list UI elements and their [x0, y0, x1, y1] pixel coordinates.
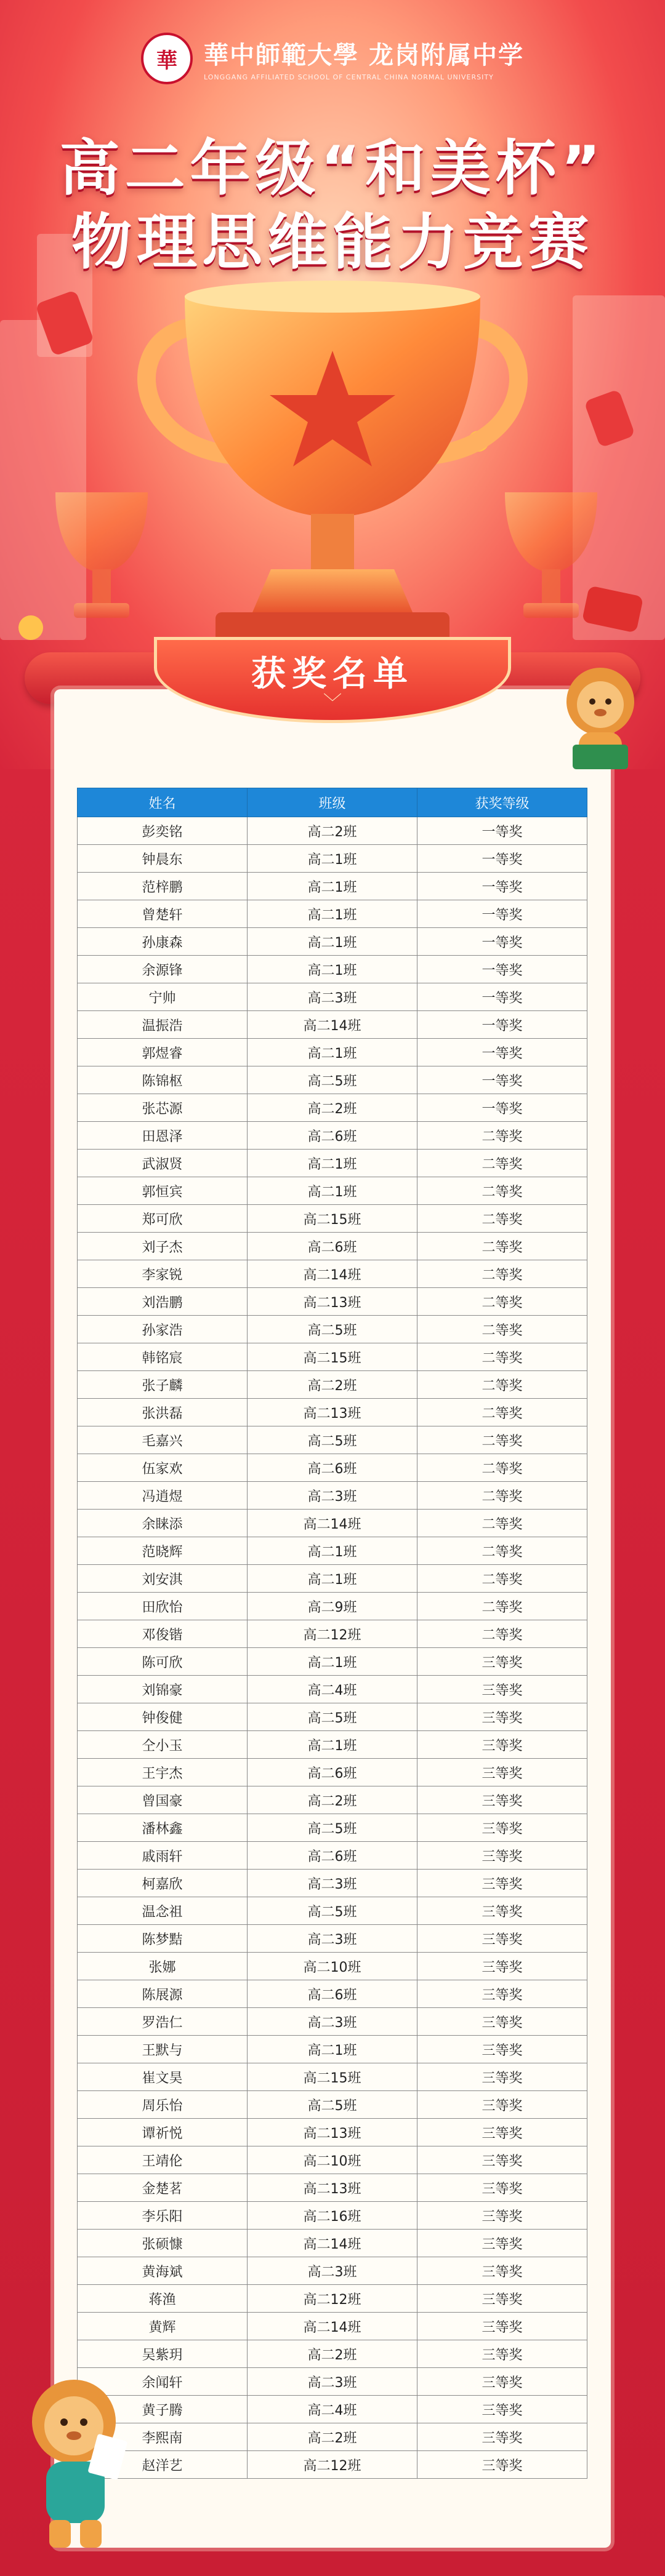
cell-name: 李乐阳	[78, 2202, 248, 2230]
cell-class: 高二3班	[248, 983, 417, 1011]
cell-class: 高二1班	[248, 1537, 417, 1565]
cell-class: 高二3班	[248, 1482, 417, 1510]
cell-name: 张子麟	[78, 1371, 248, 1399]
cell-name: 陈锦枢	[78, 1066, 248, 1094]
table-row	[78, 1205, 587, 1233]
cell-name: 郑可欣	[78, 1205, 248, 1233]
cell-award: 一等奖	[417, 956, 587, 983]
cell-name: 彭奕铭	[78, 817, 248, 845]
table-row	[78, 2091, 587, 2119]
table-row	[78, 2230, 587, 2257]
cell-name: 吴紫玥	[78, 2340, 248, 2368]
lion-mascot-icon	[560, 665, 640, 782]
column-header-name: 姓名	[78, 788, 248, 817]
cell-class: 高二12班	[248, 2451, 417, 2479]
cell-class: 高二6班	[248, 1842, 417, 1870]
cell-class: 高二5班	[248, 1897, 417, 1925]
cell-class: 高二1班	[248, 2036, 417, 2063]
table-row	[78, 2423, 587, 2451]
table-row	[78, 956, 587, 983]
cell-award: 三等奖	[417, 2036, 587, 2063]
cell-class: 高二10班	[248, 2146, 417, 2174]
cell-award: 二等奖	[417, 1343, 587, 1371]
table-row	[78, 1316, 587, 1343]
cell-award: 三等奖	[417, 1759, 587, 1786]
cell-award: 二等奖	[417, 1260, 587, 1288]
cell-class: 高二3班	[248, 1925, 417, 1953]
table-row	[78, 2396, 587, 2423]
table-row	[78, 817, 587, 845]
page-title-line1: 高二年级“和美杯”	[59, 134, 606, 204]
cell-award: 三等奖	[417, 1814, 587, 1842]
table-row	[78, 2146, 587, 2174]
table-row	[78, 1399, 587, 1426]
cell-class: 高二13班	[248, 1288, 417, 1316]
cell-award: 二等奖	[417, 1371, 587, 1399]
table-row	[78, 845, 587, 873]
cell-award: 三等奖	[417, 2451, 587, 2479]
cell-class: 高二12班	[248, 2285, 417, 2313]
cell-award: 二等奖	[417, 1454, 587, 1482]
cell-name: 蒋渔	[78, 2285, 248, 2313]
table-row	[78, 1426, 587, 1454]
cell-name: 孙家浩	[78, 1316, 248, 1343]
cell-name: 谭祈悦	[78, 2119, 248, 2146]
cell-class: 高二5班	[248, 2091, 417, 2119]
cell-class: 高二15班	[248, 2063, 417, 2091]
cell-name: 金楚茗	[78, 2174, 248, 2202]
cell-award: 一等奖	[417, 928, 587, 956]
cell-award: 二等奖	[417, 1205, 587, 1233]
cell-name: 钟俊健	[78, 1703, 248, 1731]
table-row	[78, 1371, 587, 1399]
cell-award: 一等奖	[417, 1066, 587, 1094]
cell-name: 李熙南	[78, 2423, 248, 2451]
cell-name: 罗浩仁	[78, 2008, 248, 2036]
cell-award: 三等奖	[417, 1786, 587, 1814]
cell-class: 高二15班	[248, 1343, 417, 1371]
cell-award: 三等奖	[417, 1980, 587, 2008]
cell-class: 高二1班	[248, 928, 417, 956]
table-row	[78, 1786, 587, 1814]
cell-name: 王靖伦	[78, 2146, 248, 2174]
cell-award: 二等奖	[417, 1620, 587, 1648]
table-row	[78, 2174, 587, 2202]
school-header	[0, 31, 665, 86]
cell-class: 高二4班	[248, 1676, 417, 1703]
lion-mascot-icon	[25, 2375, 129, 2554]
table-row	[78, 1150, 587, 1177]
cell-award: 三等奖	[417, 2313, 587, 2340]
cell-class: 高二5班	[248, 1316, 417, 1343]
cell-class: 高二6班	[248, 1759, 417, 1786]
cell-award: 三等奖	[417, 2230, 587, 2257]
cell-class: 高二6班	[248, 1122, 417, 1150]
cell-award: 三等奖	[417, 1925, 587, 1953]
cell-name: 范梓鹏	[78, 873, 248, 900]
cell-name: 邓俊锴	[78, 1620, 248, 1648]
cell-award: 二等奖	[417, 1399, 587, 1426]
table-row	[78, 2257, 587, 2285]
cell-class: 高二1班	[248, 900, 417, 928]
cell-name: 陈梦黠	[78, 1925, 248, 1953]
cell-name: 温念祖	[78, 1897, 248, 1925]
cell-class: 高二12班	[248, 1620, 417, 1648]
cell-award: 三等奖	[417, 2396, 587, 2423]
cell-award: 三等奖	[417, 2146, 587, 2174]
winners-table	[77, 788, 587, 2479]
cell-name: 仝小玉	[78, 1731, 248, 1759]
chevron-down-icon: ﹀	[323, 692, 342, 714]
cell-name: 黄海斌	[78, 2257, 248, 2285]
table-row	[78, 2063, 587, 2091]
table-row	[78, 2202, 587, 2230]
winners-banner-title: 获奖名单	[251, 654, 414, 694]
cell-award: 三等奖	[417, 1842, 587, 1870]
cell-award: 三等奖	[417, 2368, 587, 2396]
cell-class: 高二6班	[248, 1454, 417, 1482]
cell-class: 高二14班	[248, 1011, 417, 1039]
cell-class: 高二1班	[248, 873, 417, 900]
cell-class: 高二14班	[248, 1260, 417, 1288]
cell-class: 高二1班	[248, 845, 417, 873]
cell-award: 二等奖	[417, 1565, 587, 1593]
cell-award: 一等奖	[417, 1094, 587, 1122]
cell-award: 二等奖	[417, 1233, 587, 1260]
cell-class: 高二5班	[248, 1066, 417, 1094]
school-logo-icon	[141, 33, 193, 84]
table-row	[78, 2036, 587, 2063]
cell-name: 余源锋	[78, 956, 248, 983]
cell-class: 高二16班	[248, 2202, 417, 2230]
cell-award: 二等奖	[417, 1510, 587, 1537]
cell-name: 戚雨轩	[78, 1842, 248, 1870]
cell-name: 周乐怡	[78, 2091, 248, 2119]
cell-name: 柯嘉欣	[78, 1870, 248, 1897]
table-row	[78, 2285, 587, 2313]
cell-award: 二等奖	[417, 1122, 587, 1150]
cell-name: 刘锦豪	[78, 1676, 248, 1703]
cell-award: 三等奖	[417, 1648, 587, 1676]
cell-class: 高二1班	[248, 1177, 417, 1205]
cell-class: 高二3班	[248, 1870, 417, 1897]
cell-award: 二等奖	[417, 1316, 587, 1343]
cell-name: 王默与	[78, 2036, 248, 2063]
table-row	[78, 1814, 587, 1842]
table-header-row	[78, 788, 587, 817]
cell-award: 三等奖	[417, 2119, 587, 2146]
cell-award: 一等奖	[417, 1039, 587, 1066]
table-row	[78, 1122, 587, 1150]
cell-name: 郭煜睿	[78, 1039, 248, 1066]
cell-class: 高二1班	[248, 1150, 417, 1177]
cell-award: 三等奖	[417, 2285, 587, 2313]
cell-name: 温振浩	[78, 1011, 248, 1039]
cell-award: 三等奖	[417, 1897, 587, 1925]
table-body	[78, 817, 587, 2479]
cell-name: 余闻轩	[78, 2368, 248, 2396]
table-row	[78, 1565, 587, 1593]
table-row	[78, 1925, 587, 1953]
cell-name: 张娜	[78, 1953, 248, 1980]
table-row	[78, 1731, 587, 1759]
school-english-name: LONGGANG AFFILIATED SCHOOL OF CENTRAL CHINA NORMAL UNIVERSITY	[204, 73, 494, 81]
cell-award: 二等奖	[417, 1426, 587, 1454]
table-row	[78, 2451, 587, 2479]
table-row	[78, 1870, 587, 1897]
cell-class: 高二5班	[248, 1703, 417, 1731]
table-row	[78, 1260, 587, 1288]
cell-class: 高二14班	[248, 1510, 417, 1537]
winners-table-container	[77, 788, 587, 2479]
cell-class: 高二6班	[248, 1233, 417, 1260]
cell-class: 高二2班	[248, 2423, 417, 2451]
cell-class: 高二15班	[248, 1205, 417, 1233]
cell-class: 高二13班	[248, 2174, 417, 2202]
cell-class: 高二5班	[248, 1426, 417, 1454]
table-row	[78, 1288, 587, 1316]
cell-class: 高二3班	[248, 2257, 417, 2285]
cell-name: 范晓辉	[78, 1537, 248, 1565]
cell-award: 三等奖	[417, 2091, 587, 2119]
cell-award: 二等奖	[417, 1482, 587, 1510]
table-row	[78, 928, 587, 956]
table-row	[78, 2368, 587, 2396]
table-row	[78, 1953, 587, 1980]
cell-name: 田欣怡	[78, 1593, 248, 1620]
table-row	[78, 1842, 587, 1870]
cell-award: 三等奖	[417, 2202, 587, 2230]
cell-name: 毛嘉兴	[78, 1426, 248, 1454]
cell-name: 张芯源	[78, 1094, 248, 1122]
cell-name: 潘林鑫	[78, 1814, 248, 1842]
cell-class: 高二5班	[248, 1814, 417, 1842]
table-row	[78, 1177, 587, 1205]
cell-award: 一等奖	[417, 1011, 587, 1039]
cell-class: 高二2班	[248, 817, 417, 845]
cell-award: 二等奖	[417, 1177, 587, 1205]
cell-name: 孙康森	[78, 928, 248, 956]
cell-name: 曾楚轩	[78, 900, 248, 928]
cell-name: 黄辉	[78, 2313, 248, 2340]
cell-class: 高二3班	[248, 2368, 417, 2396]
cell-award: 三等奖	[417, 2063, 587, 2091]
cell-name: 韩铭宸	[78, 1343, 248, 1371]
cell-class: 高二10班	[248, 1953, 417, 1980]
table-row	[78, 2119, 587, 2146]
table-row	[78, 2340, 587, 2368]
table-row	[78, 1343, 587, 1371]
cell-name: 冯逍煜	[78, 1482, 248, 1510]
cell-name: 赵洋艺	[78, 2451, 248, 2479]
cell-class: 高二1班	[248, 1039, 417, 1066]
cell-class: 高二4班	[248, 2396, 417, 2423]
table-row	[78, 1897, 587, 1925]
cell-award: 一等奖	[417, 873, 587, 900]
table-row	[78, 1066, 587, 1094]
cell-class: 高二1班	[248, 1565, 417, 1593]
cell-class: 高二6班	[248, 1980, 417, 2008]
cell-award: 三等奖	[417, 2008, 587, 2036]
cell-class: 高二1班	[248, 1648, 417, 1676]
table-row	[78, 2008, 587, 2036]
cell-class: 高二2班	[248, 1786, 417, 1814]
cell-name: 王宇杰	[78, 1759, 248, 1786]
cell-name: 宁帅	[78, 983, 248, 1011]
cell-class: 高二13班	[248, 2119, 417, 2146]
small-trophy-left-icon	[55, 492, 148, 618]
cell-award: 三等奖	[417, 1703, 587, 1731]
cell-award: 一等奖	[417, 845, 587, 873]
table-row	[78, 1620, 587, 1648]
table-row	[78, 1593, 587, 1620]
cell-award: 一等奖	[417, 900, 587, 928]
school-name-block	[204, 36, 524, 81]
table-row	[78, 1011, 587, 1039]
table-row	[78, 1454, 587, 1482]
cell-name: 刘安淇	[78, 1565, 248, 1593]
table-row	[78, 1676, 587, 1703]
column-header-class: 班级	[248, 788, 417, 817]
table-row	[78, 983, 587, 1011]
cell-name: 张硕慷	[78, 2230, 248, 2257]
school-name: 華中師範大學 龙岗附属中学	[204, 41, 524, 70]
cell-class: 高二2班	[248, 1371, 417, 1399]
cell-award: 一等奖	[417, 817, 587, 845]
cell-class: 高二1班	[248, 956, 417, 983]
page-title-line2: 物理思维能力竞赛	[71, 207, 594, 278]
cell-award: 二等奖	[417, 1288, 587, 1316]
cell-award: 三等奖	[417, 1870, 587, 1897]
small-trophy-right-icon	[505, 492, 597, 618]
cell-name: 张洪磊	[78, 1399, 248, 1426]
cell-class: 高二14班	[248, 2313, 417, 2340]
cell-name: 曾国豪	[78, 1786, 248, 1814]
cell-award: 三等奖	[417, 1731, 587, 1759]
cell-class: 高二2班	[248, 2340, 417, 2368]
cell-class: 高二13班	[248, 1399, 417, 1426]
cell-name: 钟晨东	[78, 845, 248, 873]
table-row	[78, 1648, 587, 1676]
cell-name: 田恩泽	[78, 1122, 248, 1150]
cell-name: 伍家欢	[78, 1454, 248, 1482]
cell-award: 二等奖	[417, 1537, 587, 1565]
cell-award: 三等奖	[417, 2174, 587, 2202]
table-row	[78, 873, 587, 900]
table-row	[78, 1980, 587, 2008]
cell-award: 三等奖	[417, 2257, 587, 2285]
table-row	[78, 2313, 587, 2340]
cell-name: 李家锐	[78, 1260, 248, 1288]
cell-class: 高二1班	[248, 1731, 417, 1759]
cell-name: 刘浩鹏	[78, 1288, 248, 1316]
table-row	[78, 1537, 587, 1565]
cell-class: 高二3班	[248, 2008, 417, 2036]
cell-name: 黄子腾	[78, 2396, 248, 2423]
table-row	[78, 1039, 587, 1066]
cell-class: 高二14班	[248, 2230, 417, 2257]
cell-name: 陈可欣	[78, 1648, 248, 1676]
cell-award: 三等奖	[417, 2340, 587, 2368]
cell-class: 高二9班	[248, 1593, 417, 1620]
table-row	[78, 1703, 587, 1731]
table-row	[78, 1482, 587, 1510]
cell-name: 郭恒宾	[78, 1177, 248, 1205]
cell-award: 三等奖	[417, 1676, 587, 1703]
cell-award: 三等奖	[417, 2423, 587, 2451]
table-row	[78, 1759, 587, 1786]
cell-name: 武淑贤	[78, 1150, 248, 1177]
table-row	[78, 1233, 587, 1260]
cell-name: 余睐添	[78, 1510, 248, 1537]
cell-award: 二等奖	[417, 1150, 587, 1177]
cell-class: 高二2班	[248, 1094, 417, 1122]
logo-text: 華	[156, 48, 178, 73]
cell-name: 崔文昊	[78, 2063, 248, 2091]
cell-award: 二等奖	[417, 1593, 587, 1620]
cell-name: 刘子杰	[78, 1233, 248, 1260]
cell-award: 三等奖	[417, 1953, 587, 1980]
table-row	[78, 1510, 587, 1537]
table-row	[78, 1094, 587, 1122]
cell-name: 陈展源	[78, 1980, 248, 2008]
column-header-award: 获奖等级	[417, 788, 587, 817]
table-row	[78, 900, 587, 928]
cell-award: 一等奖	[417, 983, 587, 1011]
trophy-icon	[0, 258, 665, 665]
